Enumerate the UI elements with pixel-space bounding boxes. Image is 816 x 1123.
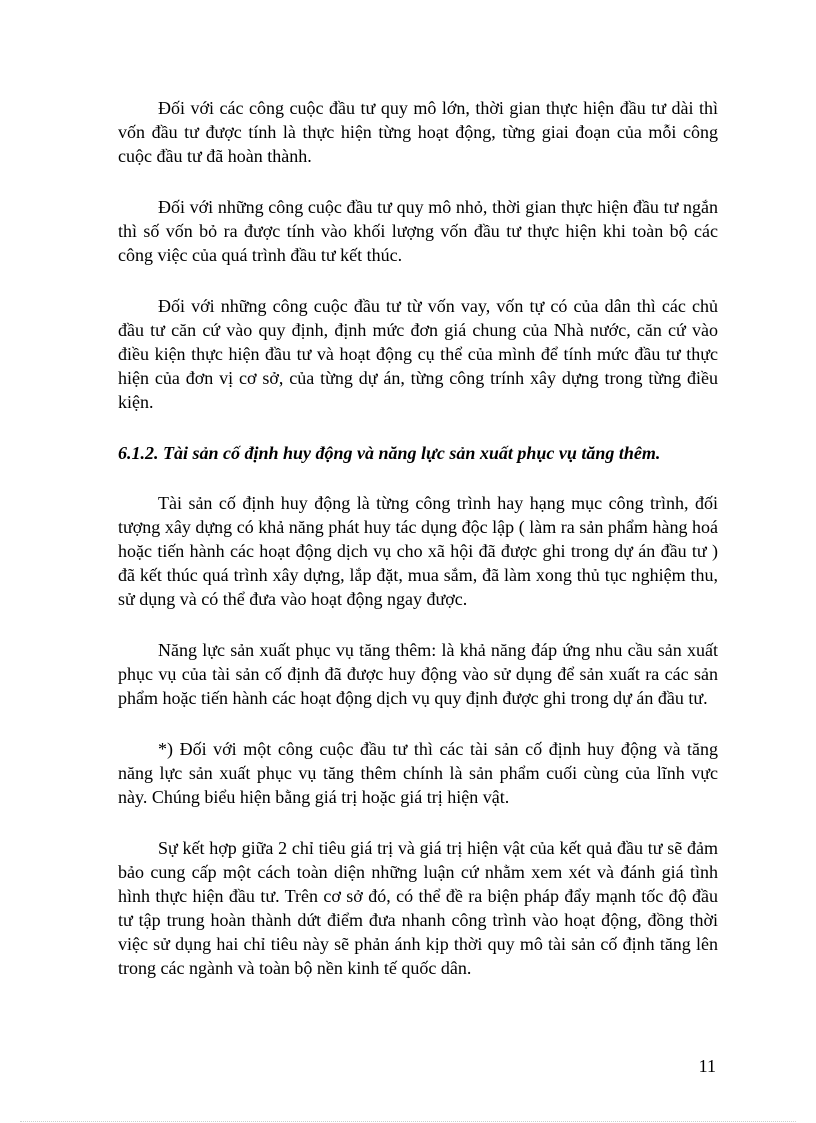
paragraph-loan-investment: Đối với những công cuộc đầu tư từ vốn vay, vốn tự có của dân thì các chủ đầu tư căn cứ vào quy định, định mức đơn giá chung của Nhà nước, căn cứ vào điều kiện thực hiện đầu tư và hoạt động cụ thể của mình để tính mức đầu tư thực hiện của đơn vị cơ sở, của từng dự án, từng công trính xây dựng trong từng điều kiện. (118, 296, 718, 412)
paragraph-fixed-assets: Tài sản cố định huy động là từng công trình hay hạng mục công trình, đối tượng xây dựng có khả năng phát huy tác dụng độc lập ( làm ra sản phẩm hàng hoá hoặc tiến hành các hoạt động dịch vụ cho xã hội đã được ghi trong dự án đầu tư ) đã kết thúc quá trình xây dựng, lắp đặt, mua sắm, đã làm xong thủ tục nghiệm thu, sử dụng và có thể đưa vào hoạt động ngay được. (118, 493, 718, 609)
paragraph-small-scale-investment: Đối với những công cuộc đầu tư quy mô nhỏ, thời gian thực hiện đầu tư ngắn thì số vốn bỏ ra được tính vào khối lượng vốn đầu tư thực hiện khi toàn bộ các công việc của quá trình đầu tư kết thúc. (118, 197, 718, 265)
paragraph-large-scale-investment: Đối với các công cuộc đầu tư quy mô lớn, thời gian thực hiện đầu tư dài thì vốn đầu tư được tính là thực hiện từng hoạt động, từng giai đoạn của mỗi công cuộc đầu tư đã hoàn thành. (118, 98, 718, 166)
page-bottom-rule (20, 1121, 796, 1122)
page-number: 11 (698, 1056, 716, 1076)
paragraph-production-capacity: Năng lực sản xuất phục vụ tăng thêm: là khả năng đáp ứng nhu cầu sản xuất phục vụ của tài sản cố định đã được huy động vào sử dụng để sản xuất ra các sản phẩm hoặc tiến hành các hoạt động dịch vụ quy định được ghi trong dự án đầu tư. (118, 640, 718, 708)
document-body (118, 96, 718, 1007)
paragraph-combined-indicators: Sự kết hợp giữa 2 chỉ tiêu giá trị và giá trị hiện vật của kết quả đầu tư sẽ đảm bảo cung cấp một cách toàn diện những luận cứ nhằm xem xét và đánh giá tình hình thực hiện đầu tư. Trên cơ sở đó, có thể đề ra biện pháp đẩy mạnh tốc độ đầu tư tập trung hoàn thành dứt điểm đưa nhanh công trình vào hoạt động, đồng thời việc sử dụng hai chỉ tiêu này sẽ phản ánh kịp thời quy mô tài sản cố định tăng lên trong các ngành và toàn bộ nền kinh tế quốc dân. (118, 838, 718, 978)
section-heading: 6.1.2. Tài sản cố định huy động và năng lực sản xuất phục vụ tăng thêm. (118, 443, 661, 463)
paragraph-final-product: *) Đối với một công cuộc đầu tư thì các tài sản cố định huy động và tăng năng lực sản xuất phục vụ tăng thêm chính là sản phẩm cuối cùng của lĩnh vực này. Chúng biểu hiện bằng giá trị hoặc giá trị hiện vật. (118, 739, 718, 807)
